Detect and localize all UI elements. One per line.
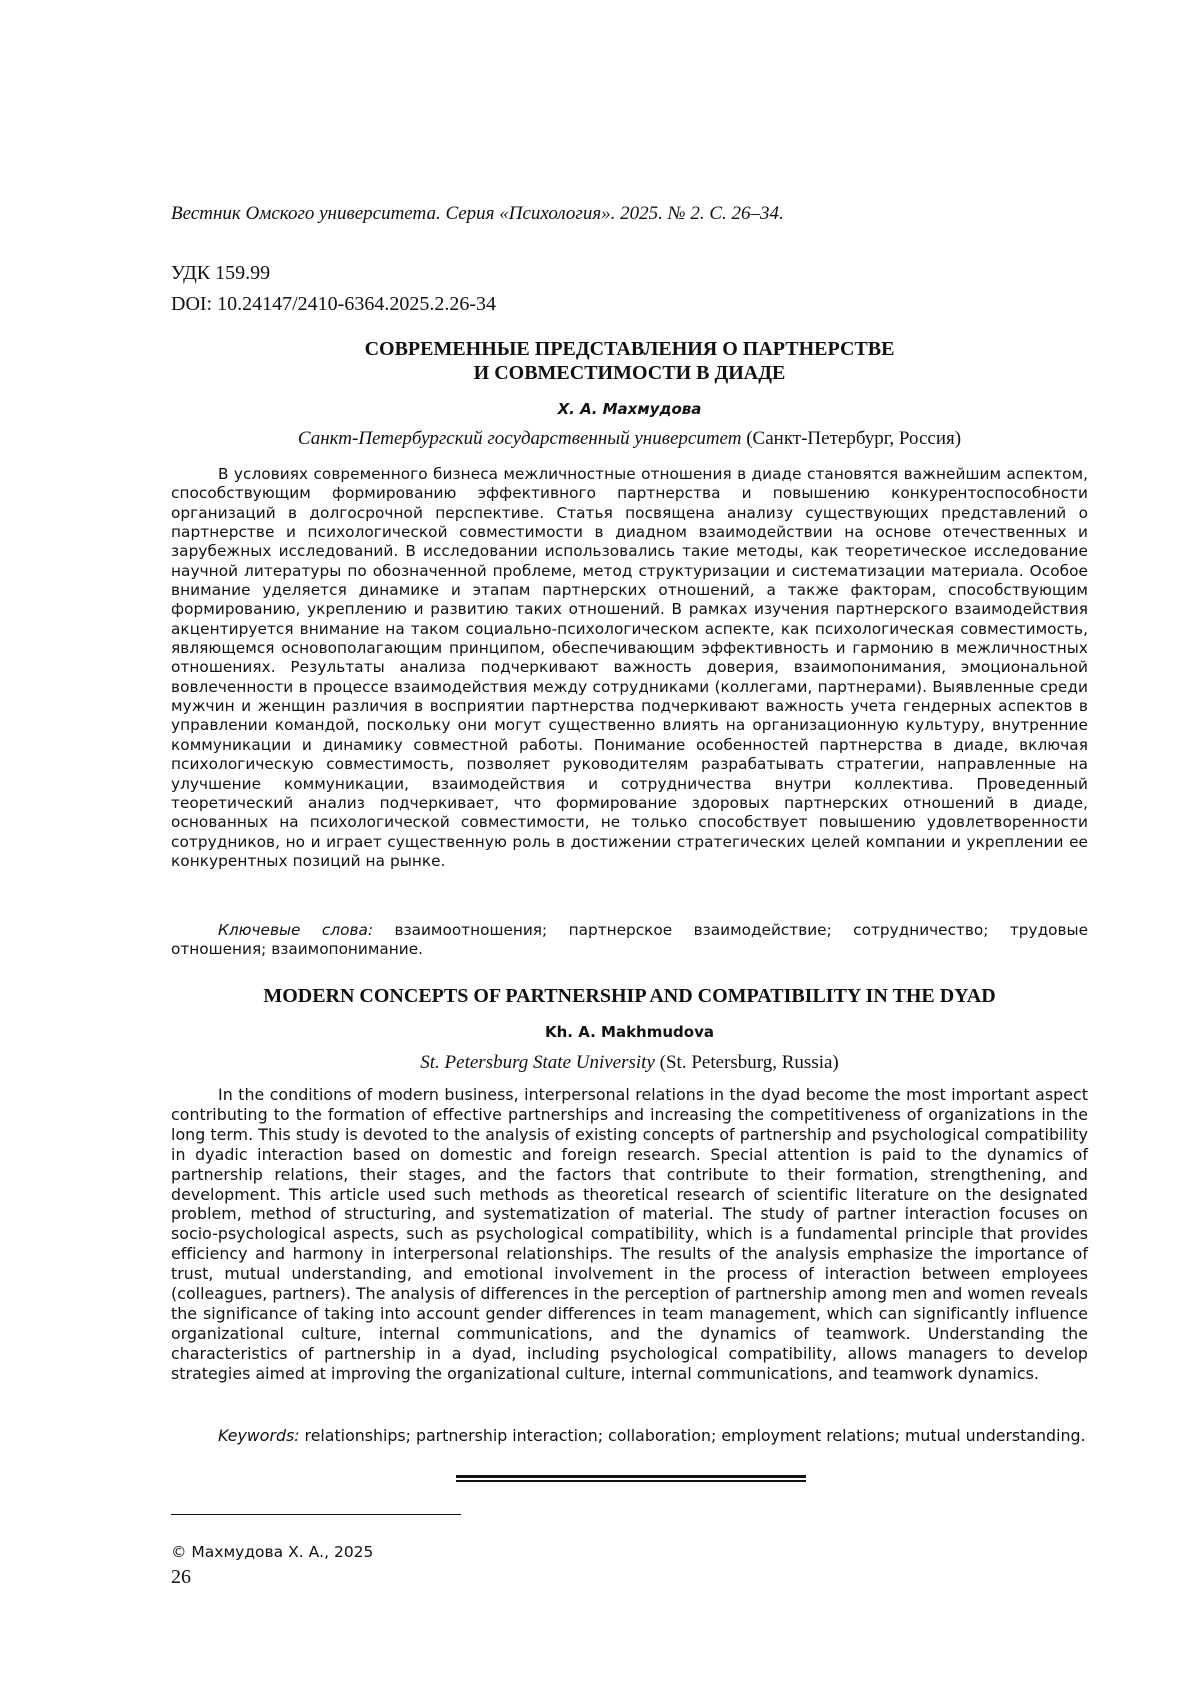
affiliation-en (171, 1052, 1088, 1074)
title-ru-line1: СОВРЕМЕННЫЕ ПРЕДСТАВЛЕНИЯ О ПАРТНЕРСТВЕ (364, 338, 895, 360)
keywords-en-list: relationships; partnership interaction; collaboration; employment relations; mutual understanding. (299, 1426, 1086, 1445)
udk-code: УДК 159.99 (171, 262, 271, 284)
abstract-en-text: In the conditions of modern business, interpersonal relations in the dyad become the most important aspect contributing to the formation of effective partnerships and increasing the competitiveness of organizations in the long term. This study is devoted to the analysis of existing concepts of partnership and psychological compatibility in dyadic interaction based on domestic and foreign research. Special attention is paid to the dynamics of partnership relations, their stages, and the factors that contribute to their formation, strengthening, and development. This article used such methods as theoretical research of scientific literature on the designated problem, method of structuring, and systematization of material. The study of partner interaction focuses on socio-psychological aspects, such as psychological compatibility, which is a fundamental principle that provides efficiency and harmony in interpersonal relationships. The results of the analysis emphasize the importance of trust, mutual understanding, and emotional involvement in the process of interaction between employees (colleagues, partners). The analysis of differences in the perception of partnership among men and women reveals the significance of taking into account gender differences in team management, which can significantly influence organizational culture, internal communications, and the dynamics of teamwork. Understanding the characteristics of partnership in a dyad, including psychological compatibility, allows managers to develop strategies aimed at improving the organizational culture, internal communications, and teamwork dynamics. (171, 1085, 1088, 1383)
title-ru-line2: И СОВМЕСТИМОСТИ В ДИАДЕ (473, 362, 786, 384)
doi: DOI: 10.24147/2410-6364.2025.2.26-34 (171, 293, 496, 315)
section-end-divider (456, 1475, 806, 1482)
keywords-ru-list: взаимоотношения; партнерское взаимодействие; сотрудничество; трудовые отношения; взаимопонимание. (171, 921, 1089, 959)
keywords-ru-label: Ключевые слова: (218, 921, 374, 939)
keywords-en-label: Keywords: (218, 1426, 300, 1445)
title-ru (171, 337, 1088, 385)
affiliation-ru-location: (Санкт-Петербург, Россия) (741, 428, 962, 449)
copyright-notice: © Махмудова Х. А., 2025 (171, 1543, 374, 1561)
author-en: Kh. A. Makhmudova (545, 1023, 714, 1041)
abstract-ru (171, 465, 1088, 871)
affiliation-ru-institution: Санкт-Петербургский государственный университет (297, 428, 742, 449)
abstract-en (171, 1085, 1088, 1384)
footnote-separator (171, 1514, 461, 1515)
affiliation-ru (171, 428, 1088, 450)
article-page (171, 0, 1088, 1697)
keywords-ru (171, 921, 1088, 960)
title-en: MODERN CONCEPTS OF PARTNERSHIP AND COMPATIBILITY IN THE DYAD (263, 985, 996, 1007)
page-number: 26 (171, 1566, 191, 1588)
author-ru: Х. А. Махмудова (557, 400, 702, 418)
keywords-en (171, 1426, 1088, 1446)
affiliation-en-institution: St. Petersburg State University (420, 1052, 655, 1073)
abstract-ru-text: В условиях современного бизнеса межличностные отношения в диаде становятся важнейшим аспектом, способствующим формированию эффективного партнерства и повышению конкурентоспособности организаций в долгосрочной перспективе. Статья посвящена анализу существующих представлений о партнерстве и психологической совместимости в диадном взаимодействии на основе отечественных и зарубежных исследований. В исследовании использовались такие методы, как теоретическое исследование научной литературы по обозначенной проблеме, метод структуризации и систематизации материала. Особое внимание уделяется динамике и этапам партнерских отношений, а также факторам, способствующим формированию, укреплению и развитию таких отношений. В рамках изучения партнерского взаимодействия акцентируется внимание на таком социально-психологическом аспекте, как психологическая совместимость, являющемся основополагающим принципом, обеспечивающим эффективность и гармонию в межличностных отношениях. Результаты анализа подчеркивают важность доверия, взаимопонимания, эмоциональной вовлеченности в процессе взаимодействия между сотрудниками (коллегами, партнерами). Выявленные среди мужчин и женщин различия в восприятии партнерства подчеркивают важность учета гендерных аспектов в управлении командой, поскольку они могут существенно влиять на организационную культуру, внутренние коммуникации и динамику совместной работы. Понимание особенностей партнерства в диаде, включая психологическую совместимость, позволяет руководителям разрабатывать стратегии, направленные на улучшение коммуникации, взаимодействия и сотрудничества внутри коллектива. Проведенный теоретический анализ подчеркивает, что формирование здоровых партнерских отношений в диаде, основанных на психологической совместимости, не только способствует повышению удовлетворенности сотрудников, но и играет существенную роль в достижении стратегических целей компании и укреплении ее конкурентных позиций на рынке. (171, 465, 1088, 870)
journal-citation: Вестник Омского университета. Серия «Психология». 2025. № 2. С. 26–34. (171, 203, 784, 224)
affiliation-en-location: (St. Petersburg, Russia) (654, 1052, 839, 1073)
